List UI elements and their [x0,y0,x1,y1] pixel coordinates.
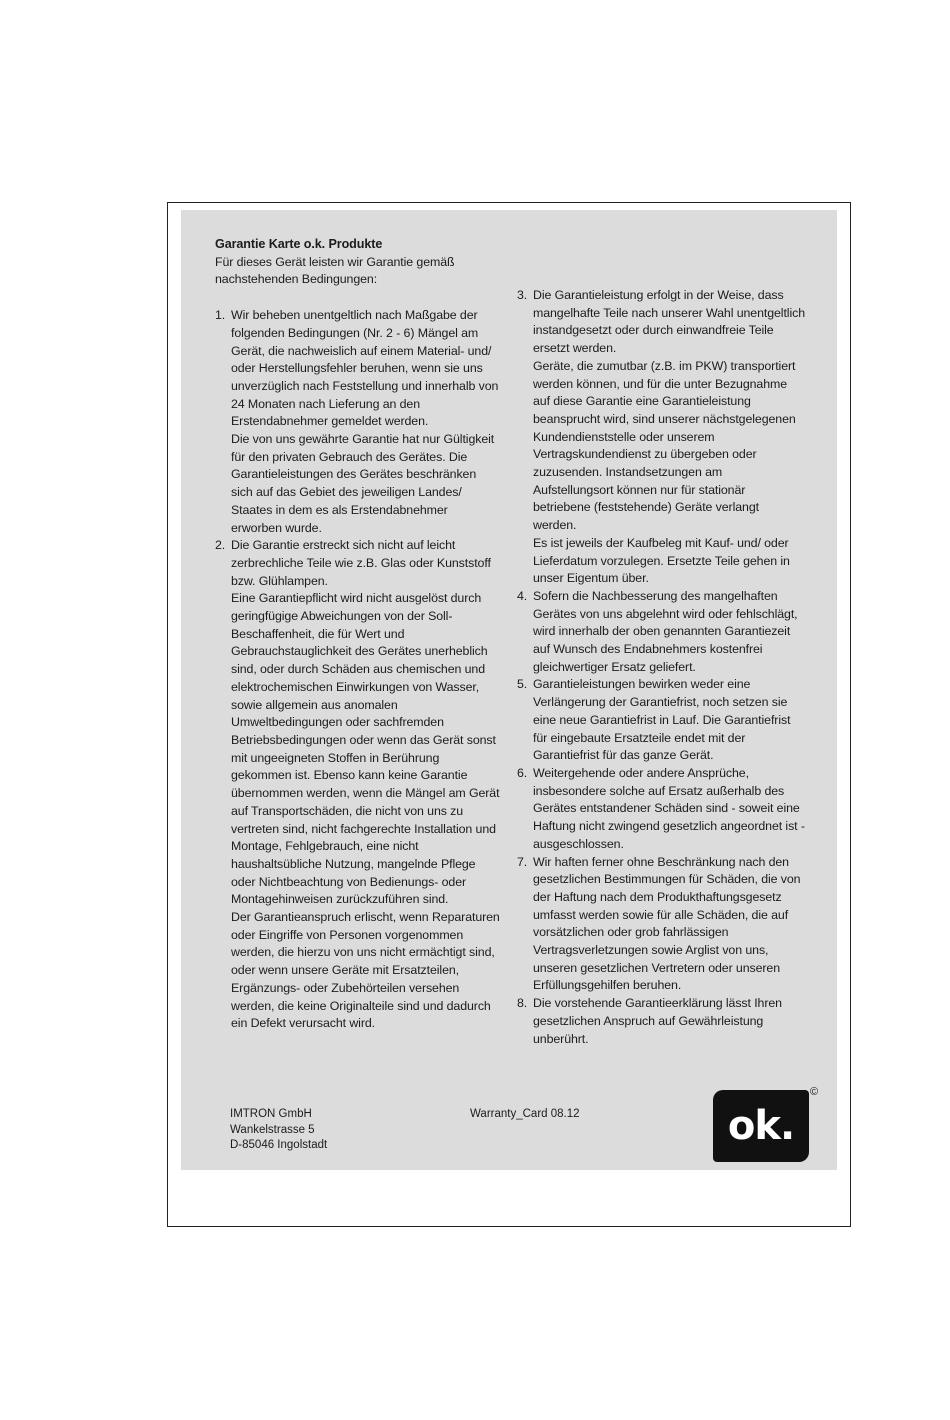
condition-number: 3. [517,288,528,302]
right-column [517,287,805,1048]
conditions-list-right [517,287,805,1048]
condition-number: 7. [517,854,528,869]
condition-number: 6. [517,765,528,780]
condition-paragraph: Die Garantieleistung erfolgt in der Weise, dass mangelhafte Teile nach unserer Wahl unentgeltlich instandgesetzt oder durch einwandfreie Teile ersetzt werden. [533,288,805,356]
card-intro: Für dieses Gerät leisten wir Garantie gemäß nachstehenden Bedingungen: [215,254,455,287]
condition-2 [215,537,500,1033]
condition-paragraph: Wir haften ferner ohne Beschränkung nach den gesetzlichen Bestimmungen für Schäden, die von der Haftung nach dem Produkthaftungsgesetz umfasst werden sowie für alle Schäden, die auf vorsätzlichen oder grob fahrlässigen Vertragsverletzungen sowie Arglist von uns, unseren gesetzlichen Vertretern oder unseren Erfüllungsgehilfen beruhen. [533,854,801,993]
condition-8 [517,995,805,1048]
condition-paragraph: Eine Garantiepflicht wird nicht ausgelöst durch geringfügige Abweichungen von der Soll-Beschaffenheit, die für Wert und Gebrauchstauglichkeit des Gerätes unerheblich sind, oder durch Schäden aus chemischen und elektrochemischen Einwirkungen von Wasser, sowie allgemein aus anomalen Umweltbedingungen oder sachfremden Betriebsbedingungen oder wenn das Gerät sonst mit ungeeigneten Stoffen in Berührung gekommen ist. Ebenso kann keine Garantie übernommen werden, wenn die Mängel am Gerät auf Transportschäden, die nicht von uns zu vertreten sind, nicht fachgerechte Installation und Montage, Fehlgebrauch, eine nicht haushaltsübliche Nutzung, mangelnde Pflege oder Nichtbeachtung von Bedienungs- oder Montagehinweisen zurückzuführen sind. [231,591,500,907]
condition-7 [517,854,805,996]
condition-3 [517,287,805,588]
ok-logo: ok. [713,1090,809,1162]
condition-paragraph: Sofern die Nachbesserung des mangelhaften Gerätes von uns abgelehnt wird oder fehlschlägt, wird innerhalb der oben genannten Garantiezeit auf Wunsch des Endabnehmers kostenfrei gleichwertiger Ersatz geliefert. [533,588,798,674]
condition-paragraph: Geräte, die zumutbar (z.B. im PKW) transportiert werden können, und für die unter Bezugnahme auf diese Garantie eine Garantieleistung beansprucht wird, sind unserer nächstgelegenen Kundendienststelle oder unserem Vertragskundendienst zu übergeben oder zuzusenden. Instandsetzungen am Aufstellungsort können nur für stationär betriebene (feststehende) Geräte verlangt werden. [533,358,796,533]
condition-paragraph: Der Garantieanspruch erlischt, wenn Reparaturen oder Eingriffe von Personen vorgenommen werden, die hierzu von uns nicht ermächtigt sind, oder wenn unsere Geräte mit Ersatzteilen, Ergänzungs- oder Zubehörteilen versehen werden, die keine Originalteile sind und dadurch ein Defekt verursacht wird. [231,910,500,1031]
condition-number: 1. [215,308,226,323]
condition-paragraph: Es ist jeweils der Kaufbeleg mit Kauf- und/ oder Lieferdatum vorzulegen. Ersetzte Teile gehen in unser Eigentum über. [533,535,790,586]
condition-number: 8. [517,996,528,1011]
condition-5 [517,676,805,765]
document-code: Warranty_Card 08.12 [470,1108,580,1120]
condition-number: 2. [215,538,226,553]
condition-paragraph: Weitergehende oder andere Ansprüche, insbesondere solche auf Ersatz außerhalb des Gerätes entstandener Schäden sind - soweit eine Haftung nicht zwingend gesetzlich angeordnet ist - ausgeschlossen. [533,765,805,851]
condition-number: 4. [517,588,528,603]
company-name: IMTRON GmbH [230,1108,312,1120]
copyright-mark: © [810,1086,819,1098]
condition-paragraph: Die vorstehende Garantieerklärung lässt Ihren gesetzlichen Anspruch auf Gewährleistung unberührt. [533,996,782,1046]
condition-paragraph: Garantieleistungen bewirken weder eine Verlängerung der Garantiefrist, noch setzen sie eine neue Garantiefrist in Lauf. Die Garantiefrist für eingebaute Ersatzteile endet mit der Garantiefrist für das ganze Gerät. [533,677,791,763]
condition-paragraph: Die Garantie erstreckt sich nicht auf leicht zerbrechliche Teile wie z.B. Glas oder Kunststoff bzw. Glühlampen. [231,538,491,588]
left-column [215,236,500,1033]
card-title: Garantie Karte o.k. Produkte [215,237,383,251]
condition-4 [517,588,805,677]
conditions-list-left [215,307,500,1033]
condition-6 [517,765,805,854]
company-city: D-85046 Ingolstadt [230,1139,328,1151]
company-address [230,1107,327,1154]
company-street: Wankelstrasse 5 [230,1123,315,1136]
condition-paragraph: Die von uns gewährte Garantie hat nur Gültigkeit für den privaten Gebrauch des Gerätes. Die Garantieleistungen des Gerätes beschränken sich auf das Gebiet des jeweiligen Landes/ Staates in dem es als Erstendabnehmer erworben wurde. [231,432,495,535]
condition-1 [215,307,500,537]
condition-paragraph: Wir beheben unentgeltlich nach Maßgabe der folgenden Bedingungen (Nr. 2 - 6) Mängel am Gerät, die nachweislich auf einem Material- und/ oder Herstellungsfehler beruhen, wenn sie uns unverzüglich nach Feststellung und innerhalb von 24 Monaten nach Lieferung an den Erstendabnehmer gemeldet werden. [231,308,499,429]
condition-number: 5. [517,677,528,692]
